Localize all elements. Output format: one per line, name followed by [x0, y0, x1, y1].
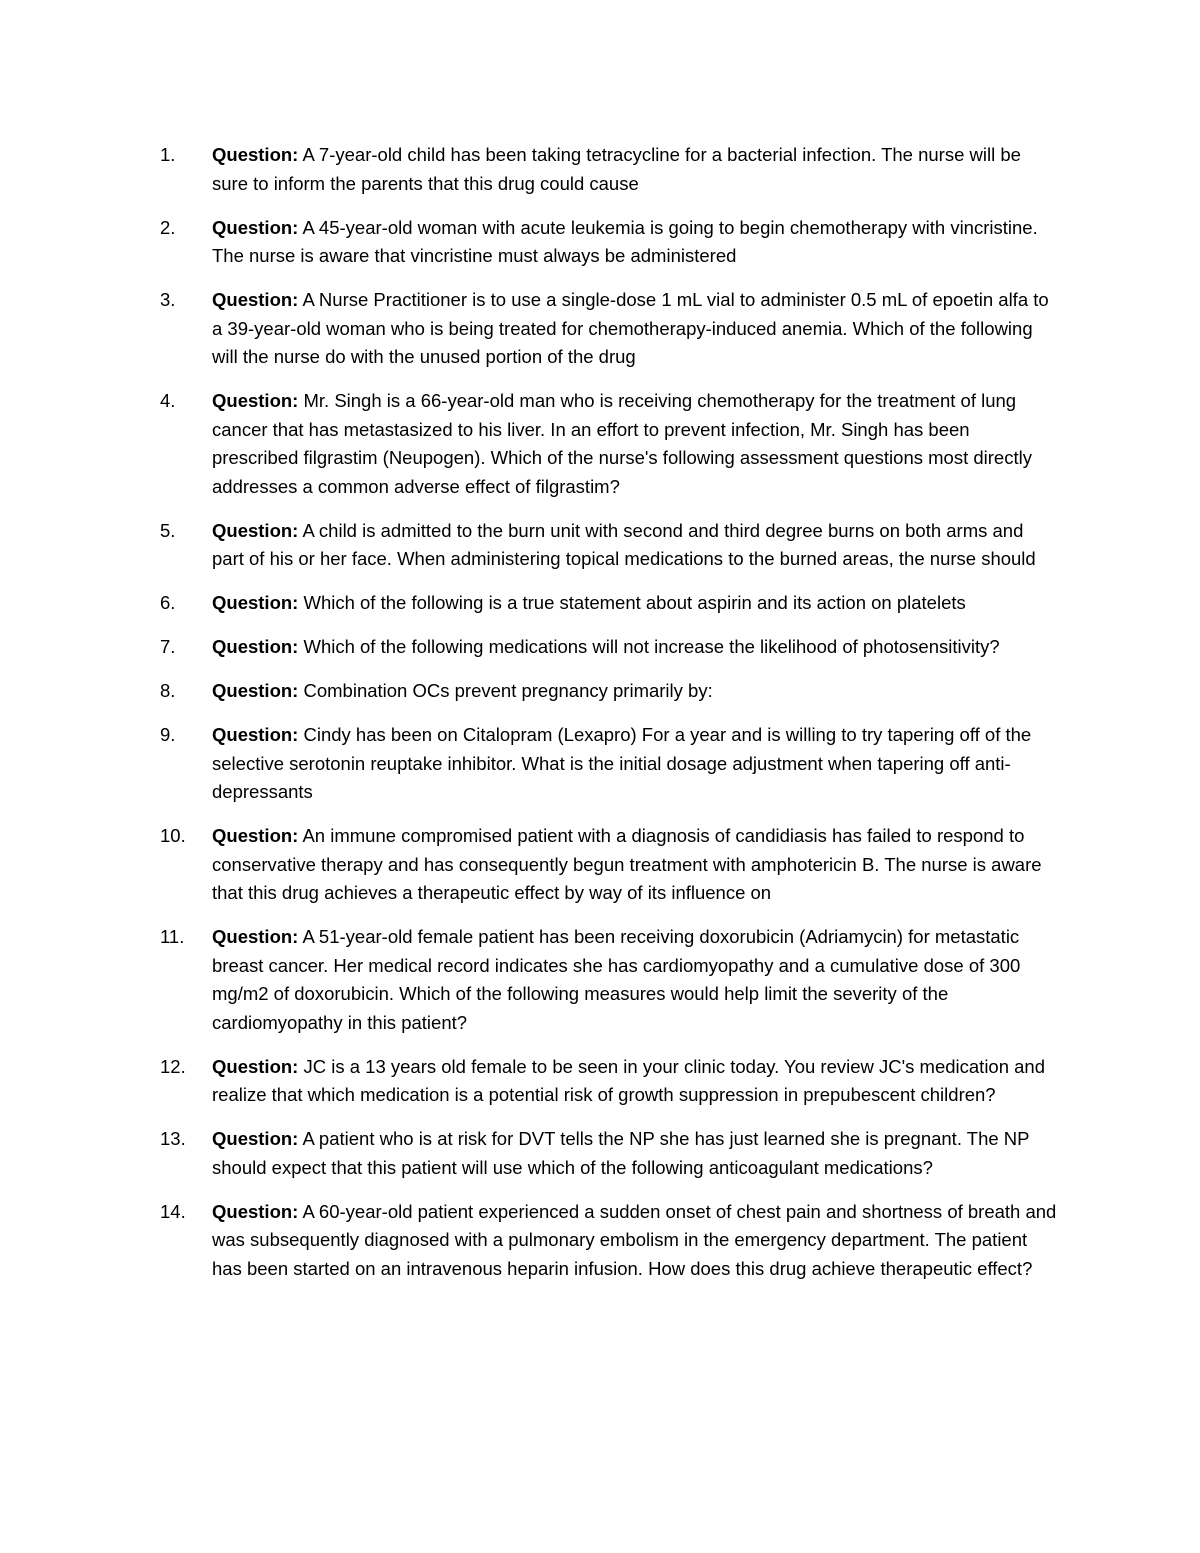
question-number: 6. — [160, 592, 176, 613]
question-number: 13. — [160, 1128, 186, 1149]
question-label: Question: — [212, 825, 299, 846]
question-label: Question: — [212, 636, 299, 657]
question-item — [160, 214, 1060, 271]
question-text: A Nurse Practitioner is to use a single-dose 1 mL vial to administer 0.5 mL of epoetin alfa to a 39-year-old woman who is being treated for chemotherapy-induced anemia. Which of the following will the nurse do with the unused portion of the drug — [212, 289, 1049, 367]
question-item — [160, 1198, 1060, 1284]
question-item — [160, 822, 1060, 908]
question-item — [160, 633, 1060, 662]
question-item — [160, 141, 1060, 198]
question-label: Question: — [212, 1128, 299, 1149]
question-label: Question: — [212, 1055, 299, 1077]
question-number: 8. — [160, 680, 176, 701]
question-item — [160, 1053, 1060, 1110]
question-item — [160, 677, 1060, 706]
question-label: Question: — [212, 289, 299, 310]
question-list — [160, 141, 1060, 1299]
question-item — [160, 1125, 1060, 1182]
question-item — [160, 286, 1060, 372]
question-number: 14. — [160, 1200, 186, 1222]
question-label: Question: — [212, 680, 299, 701]
question-label: Question: — [212, 144, 299, 165]
question-item — [160, 923, 1060, 1037]
question-text: A 51-year-old female patient has been receiving doxorubicin (Adriamycin) for metastatic breast cancer. Her medical record indicates she has cardiomyopathy and a cumulative dose of 300 mg/m2 of doxorubicin. Which of the following measures would help limit the severity of the cardiomyopathy in this patient? — [212, 926, 1021, 1033]
question-text: An immune compromised patient with a diagnosis of candidiasis has failed to respond to conservative therapy and has consequently begun treatment with amphotericin B. The nurse is aware that this drug achieves a therapeutic effect by way of its influence on — [212, 825, 1042, 903]
question-text: Combination OCs prevent pregnancy primarily by: — [303, 680, 713, 701]
question-number: 2. — [160, 216, 176, 238]
question-item — [160, 517, 1060, 574]
question-item — [160, 589, 1060, 618]
question-number: 1. — [160, 144, 176, 165]
question-label: Question: — [212, 216, 299, 238]
question-label: Question: — [212, 926, 299, 947]
question-text: Mr. Singh is a 66-year-old man who is receiving chemotherapy for the treatment of lung cancer that has metastasized to his liver. In an effort to prevent infection, Mr. Singh has been prescribed filgrastim (Neupogen). Which of the nurse's following assessment questions most directly addresses a common adverse effect of filgrastim? — [212, 390, 1032, 497]
question-number: 9. — [160, 724, 176, 745]
question-item — [160, 721, 1060, 807]
question-label: Question: — [212, 592, 299, 613]
question-number: 12. — [160, 1055, 186, 1077]
question-number: 5. — [160, 519, 176, 541]
question-item — [160, 387, 1060, 501]
question-text: Cindy has been on Citalopram (Lexapro) For a year and is willing to try tapering off of the selective serotonin reuptake inhibitor. What is the initial dosage adjustment when tapering off anti-depressants — [212, 724, 1032, 802]
question-number: 4. — [160, 390, 176, 411]
question-label: Question: — [212, 724, 299, 745]
question-text: A 45-year-old woman with acute leukemia is going to begin chemotherapy with vincristine. The nurse is aware that vincristine must always be administered — [212, 216, 1038, 266]
question-number: 7. — [160, 636, 176, 657]
question-text: A 60-year-old patient experienced a sudden onset of chest pain and shortness of breath and was subsequently diagnosed with a pulmonary embolism in the emergency department. The patient has been started on an intravenous heparin infusion. How does this drug achieve therapeutic effect? — [212, 1200, 1057, 1279]
question-label: Question: — [212, 519, 299, 541]
question-text: A 7-year-old child has been taking tetracycline for a bacterial infection. The nurse will be sure to inform the parents that this drug could cause — [212, 144, 1021, 194]
question-number: 10. — [160, 825, 186, 846]
question-text: A child is admitted to the burn unit with second and third degree burns on both arms and part of his or her face. When administering topical medications to the burned areas, the nurse should — [212, 519, 1036, 569]
question-text: Which of the following is a true statement about aspirin and its action on platelets — [303, 592, 966, 613]
question-text: JC is a 13 years old female to be seen in your clinic today. You review JC's medication and realize that which medication is a potential risk of growth suppression in prepubescent children? — [212, 1055, 1046, 1105]
question-number: 11. — [160, 926, 185, 947]
question-label: Question: — [212, 1200, 299, 1222]
question-label: Question: — [212, 390, 299, 411]
question-text: A patient who is at risk for DVT tells the NP she has just learned she is pregnant. The NP should expect that this patient will use which of the following anticoagulant medications? — [212, 1128, 1030, 1178]
question-number: 3. — [160, 289, 176, 310]
question-text: Which of the following medications will not increase the likelihood of photosensitivity? — [303, 636, 1000, 657]
